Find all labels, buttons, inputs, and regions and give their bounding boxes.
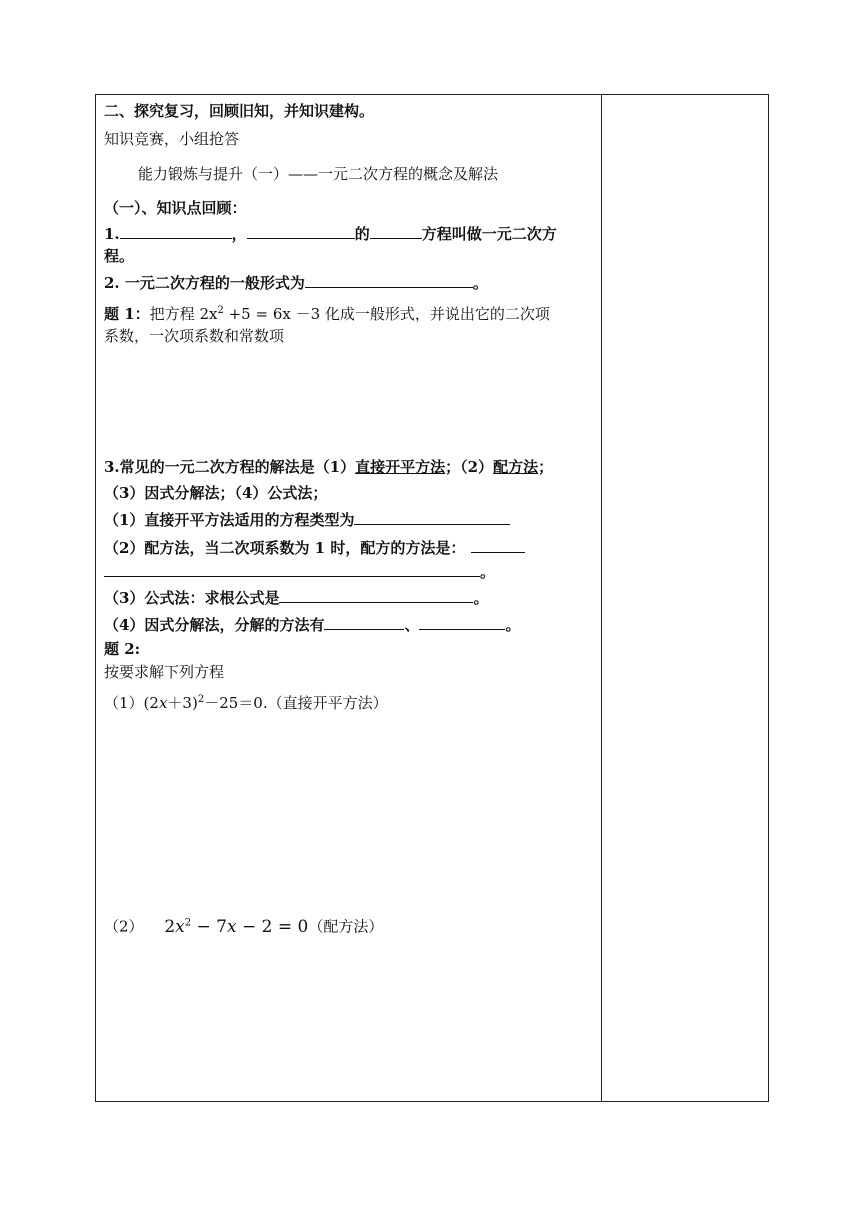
blank-3-2a	[471, 537, 525, 553]
blank-3-4a	[324, 614, 404, 630]
q1-de: 的	[354, 225, 370, 243]
q3-s2-text: （2）配方法，当二次项系数为 1 时，配方的方法是：	[104, 539, 466, 557]
question-3-line2: （3）因式分解法；（4）公式法；	[104, 484, 328, 502]
q3-s2-end: 。	[480, 563, 496, 581]
section-subtitle: 能力锻炼与提升（一）——一元二次方程的概念及解法	[138, 165, 499, 183]
q3-sep1: ；（2）	[445, 458, 494, 476]
q2-text: 2. 一元二次方程的一般形式为	[104, 274, 305, 292]
p2-x: x	[175, 916, 185, 937]
question-3	[104, 457, 553, 477]
q3-method-1: 直接开平方法	[355, 458, 446, 476]
exercise-2-part-2	[104, 913, 383, 937]
q3-s4-end: 。	[505, 616, 521, 634]
table-column-divider	[601, 95, 602, 1101]
q3-s4-mid: 、	[404, 616, 420, 634]
q3-sub-3	[104, 587, 488, 608]
p1-b: ＋3)	[167, 694, 198, 712]
exercise-2-instructions: 按要求解下列方程	[104, 663, 225, 681]
q3-s3-text: （3）公式法：求根公式是	[104, 589, 280, 607]
q3-s3-end: 。	[473, 589, 489, 607]
activity-text: 知识竞赛，小组抢答	[104, 130, 240, 148]
exercise-2-label: 题 2:	[104, 640, 141, 658]
question-2	[104, 272, 488, 293]
p1-a: （1）(2	[104, 694, 159, 712]
blank-3-4b	[419, 614, 505, 630]
blank-1a	[120, 223, 232, 239]
q3-sub-2	[104, 537, 525, 558]
p2-method: （配方法）	[308, 917, 384, 936]
q3-sub-4	[104, 614, 520, 635]
p2-b: − 7	[191, 916, 227, 937]
question-1	[104, 223, 557, 244]
part1-heading: （一）、知识点回顾：	[104, 199, 247, 217]
p1-c: －25＝0.（直接开平方法）	[204, 694, 388, 712]
blank-3-2b	[104, 561, 480, 577]
blank-3-3	[279, 587, 473, 603]
p1-sup: 2	[197, 694, 205, 705]
q3-s4-text: （4）因式分解法，分解的方法有	[104, 616, 325, 634]
exercise-2-part-1	[104, 690, 388, 713]
p2-equation	[164, 917, 308, 937]
q3-method-2: 配方法	[493, 458, 539, 476]
q1-number: 1.	[104, 225, 120, 243]
q1-comma: ，	[231, 225, 247, 243]
q3-sub-2-cont	[104, 561, 495, 582]
ex1-text-b: +5 = 6x －3 化成一般形式，并说出它的二次项	[223, 305, 550, 323]
p2-x2: x	[227, 916, 237, 937]
section-heading: 二、探究复习，回顾旧知，并知识建构。	[104, 102, 375, 120]
blank-2	[305, 272, 473, 288]
blank-3-1	[354, 509, 510, 525]
p1-x: x	[158, 694, 168, 712]
q2-end: 。	[472, 274, 488, 292]
p2-coef: 2	[164, 916, 176, 937]
q3-text: 3.常见的一元二次方程的解法是（1）	[104, 458, 356, 476]
ex1-sup: 2	[217, 305, 224, 316]
exercise-1-line2: 系数，一次项系数和常数项	[104, 327, 285, 345]
blank-1c	[370, 223, 422, 239]
question-1-end: 程。	[104, 247, 135, 265]
blank-1b	[247, 223, 355, 239]
p2-label: （2）	[104, 917, 144, 936]
exercise-1	[104, 301, 550, 324]
ex1-label: 题 1：	[104, 305, 150, 323]
q3-s1-text: （1）直接开平方法适用的方程类型为	[104, 511, 355, 529]
p2-c: − 2 = 0	[236, 916, 309, 937]
q3-sep2: ；	[538, 458, 554, 476]
ex1-text-a: 把方程 2x	[149, 305, 218, 323]
q3-sub-1	[104, 509, 510, 530]
q1-tail: 方程叫做一元二次方	[421, 225, 557, 243]
p2-sup: 2	[184, 917, 192, 928]
